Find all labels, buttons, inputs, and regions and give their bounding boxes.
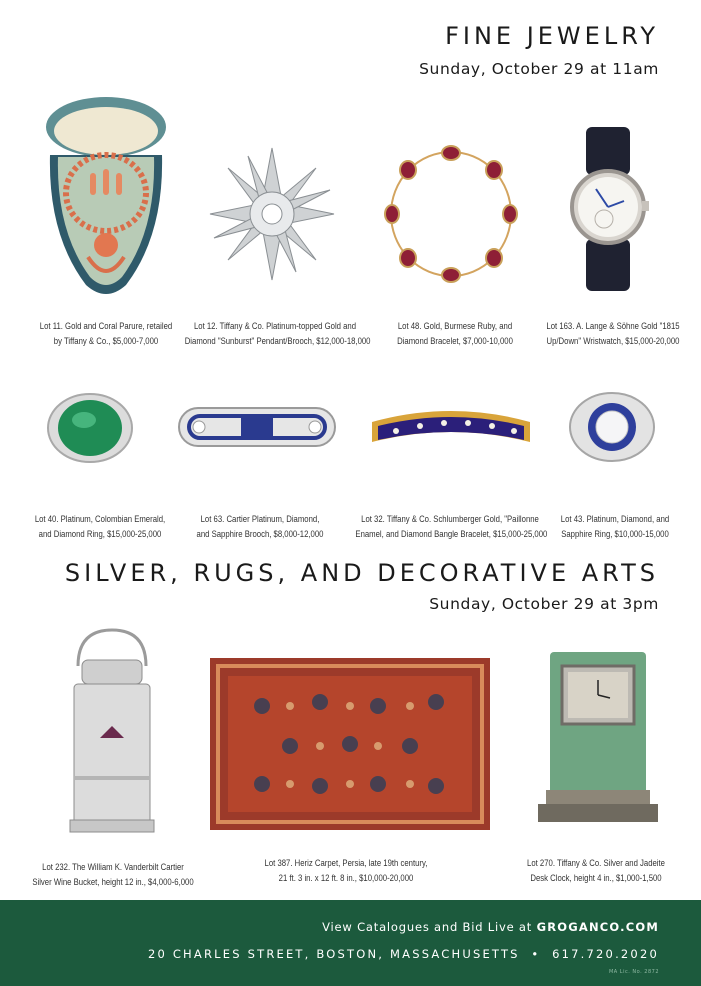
caption-lot-11 [30, 319, 181, 349]
ruby-bracelet-image[interactable] [380, 140, 522, 288]
section-title-silver-rugs: SILVER, RUGS, AND DECORATIVE ARTS [64, 559, 659, 587]
separator-dot: • [531, 947, 541, 961]
lange-wristwatch-image[interactable] [560, 127, 660, 292]
footer-contact [148, 947, 659, 961]
caption-line: and Diamond Ring, $15,000-25,000 [38, 529, 162, 539]
caption-line: Lot 32. Tiffany & Co. Schlumberger Gold, "Paillonne [361, 514, 539, 524]
caption-line: Up/Down" Wristwatch, $15,000-20,000 [546, 336, 680, 346]
section-date-fine-jewelry: Sunday, October 29 at 11am [419, 60, 659, 78]
caption-line: and Sapphire Brooch, $8,000-12,000 [196, 529, 324, 539]
address: 20 CHARLES STREET, BOSTON, MASSACHUSETTS [147, 947, 520, 961]
caption-lot-43 [551, 512, 680, 542]
footer-bar [0, 900, 701, 986]
caption-lot-12 [184, 319, 371, 349]
caption-line: Lot 270. Tiffany & Co. Silver and Jadeite [527, 858, 665, 868]
caption-lot-40 [23, 512, 178, 542]
caption-line: Lot 163. A. Lange & Söhne Gold "1815 [546, 321, 680, 331]
caption-lot-48 [382, 319, 528, 349]
caption-line: Lot 11. Gold and Coral Parure, retailed [39, 321, 173, 331]
caption-line: Sapphire Ring, $10,000-15,000 [561, 529, 669, 539]
caption-line: Enamel, and Diamond Bangle Bracelet, $15,000-25,000 [355, 529, 548, 539]
emerald-ring-image[interactable] [44, 388, 136, 468]
heriz-carpet-image[interactable] [210, 658, 490, 830]
section-title-fine-jewelry: FINE JEWELRY [445, 22, 659, 50]
caption-lot-232 [31, 860, 194, 890]
caption-line: by Tiffany & Co., $5,000-7,000 [53, 336, 159, 346]
caption-line: Lot 12. Tiffany & Co. Platinum-topped Gold and [193, 321, 357, 331]
caption-line: Diamond Bracelet, $7,000-10,000 [397, 336, 513, 346]
caption-line: Diamond "Sunburst" Pendant/Brooch, $12,000-18,000 [184, 336, 371, 346]
license-number: MA Lic. No. 2872 [608, 969, 659, 975]
sunburst-brooch-image[interactable] [208, 142, 336, 287]
caption-line: Lot 48. Gold, Burmese Ruby, and [397, 321, 513, 331]
footer-cta-text: View Catalogues and Bid Live at [322, 920, 533, 934]
sapphire-ring-image[interactable] [568, 390, 656, 464]
section-date-silver-rugs: Sunday, October 29 at 3pm [429, 595, 659, 613]
coral-parure-image[interactable] [40, 95, 172, 305]
caption-lot-163 [540, 319, 686, 349]
caption-line: Lot 40. Platinum, Colombian Emerald, [34, 514, 166, 524]
caption-line: Lot 63. Cartier Platinum, Diamond, [200, 514, 320, 524]
footer-cta [322, 920, 659, 934]
silver-wine-bucket-image[interactable] [64, 626, 160, 836]
sapphire-brooch-image[interactable] [177, 404, 337, 450]
caption-line: Desk Clock, height 4 in., $1,000-1,500 [530, 873, 662, 883]
enamel-bangle-image[interactable] [368, 398, 534, 454]
caption-line: Lot 387. Heriz Carpet, Persia, late 19th century, [264, 858, 428, 868]
website-link[interactable]: GROGANCO.COM [536, 920, 659, 934]
caption-lot-387 [260, 856, 432, 886]
caption-line: Silver Wine Bucket, height 12 in., $4,000-6,000 [32, 877, 194, 887]
caption-line: 21 ft. 3 in. x 12 ft. 8 in., $10,000-20,000 [278, 873, 414, 883]
phone-number[interactable]: 617.720.2020 [552, 947, 659, 961]
caption-line: Lot 232. The William K. Vanderbilt Cartier [42, 862, 184, 872]
jadeite-clock-image[interactable] [538, 650, 658, 830]
caption-line: Lot 43. Platinum, Diamond, and [560, 514, 670, 524]
caption-lot-32 [355, 512, 548, 542]
caption-lot-63 [191, 512, 329, 542]
caption-lot-270 [520, 856, 671, 886]
